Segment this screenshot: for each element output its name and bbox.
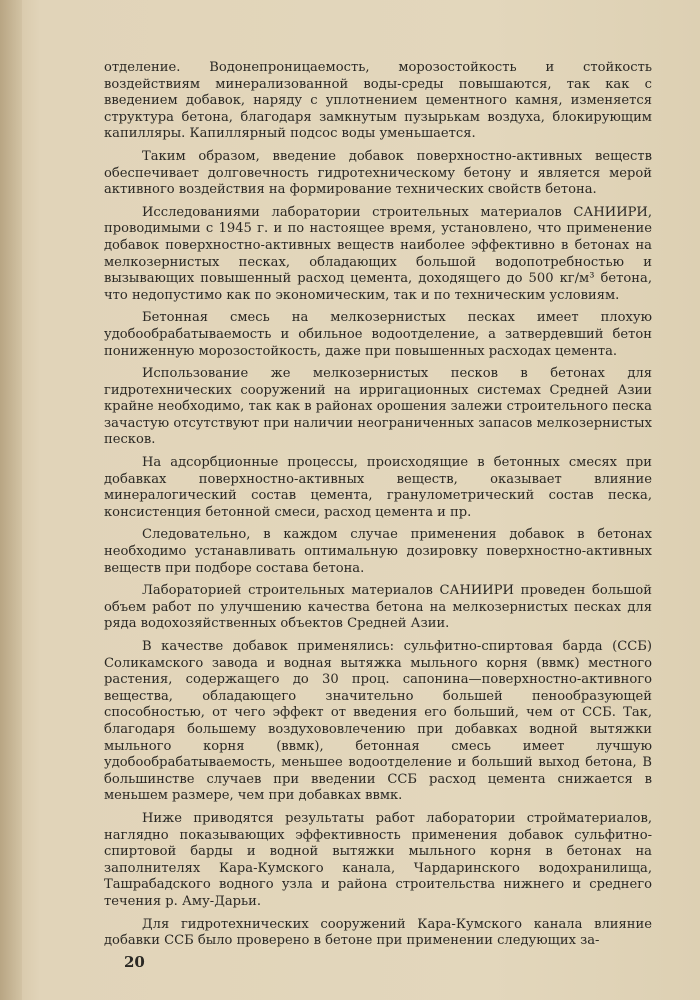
paragraph: отделение. Водонепроницаемость, морозостойкость и стойкость воздействиям минерализованной воды-среды повышаются, так как с введением добавок, наряду с уплотнением цементного камня, изменяется структура бетона, благодаря замкнутым пузырькам воздуха, блокирующим капилляры. Капиллярный подсос воды уменьшается. (104, 60, 652, 142)
paragraph: Исследованиями лаборатории строительных материалов САНИИРИ, проводимыми с 1945 г. и по настоящее время, установлено, что применение добавок поверхностно-активных веществ наиболее эффективно в бетонах на мелкозернистых песках, обладающих большой водопотребностью и вызывающих повышенный расход цемента, доходящего до 500 кг/м³ бетона, что недопустимо как по экономическим, так и по техническим условиям. (104, 204, 652, 303)
paragraph: Следовательно, в каждом случае применения добавок в бетонах необходимо устанавливать оптимальную дозировку поверхностно-активных веществ при подборе состава бетона. (104, 527, 652, 576)
paragraph: Использование же мелкозернистых песков в бетонах для гидротехнических сооружений на ирригационных системах Средней Азии крайне необходимо, так как в районах орошения залежи строительного песка зачастую отсутствуют при наличии неограниченных запасов мелкозернистых песков. (104, 366, 652, 448)
paragraph: Ниже приводятся результаты работ лаборатории стройматериалов, наглядно показывающих эффективность применения добавок сульфитно-спиртовой барды и водной вытяжки мыльного корня в бетонах на заполнителях Кара-Кумского канала, Чардаринского водохранилища, Ташрабадского водного узла и района строительства нижнего и среднего течения р. Аму-Дарьи. (104, 810, 652, 909)
paragraph: Бетонная смесь на мелкозернистых песках имеет плохую удобообрабатываемость и обильное водоотделение, а затвердевший бетон пониженную морозостойкость, даже при повышенных расходах цемента. (104, 310, 652, 359)
paragraph: Для гидротехнических сооружений Кара-Кумского канала влияние добавки ССБ было проверено в бетоне при применении следующих за- (104, 916, 652, 949)
page-number: 20 (124, 953, 145, 971)
body-text (104, 60, 652, 956)
paragraph: В качестве добавок применялись: сульфитно-спиртовая барда (ССБ) Соликамского завода и водная вытяжка мыльного корня (ввмк) местного растения, содержащего до 30 проц. сапонина—поверхностно-активного вещества, обладающего значительно большей пенообразующей способностью, от чего эффект от введения его больший, чем от ССБ. Так, благодаря большему воздухововлечению при добавках водной вытяжки мыльного корня (ввмк), бетонная смесь имеет лучшую удобообрабатываемость, меньшее водоотделение и больший выход бетона, В большинстве случаев при введении ССБ расход цемента снижается в меньшем размере, чем при добавках ввмк. (104, 639, 652, 804)
page-binding-edge (0, 0, 22, 1000)
paragraph: Таким образом, введение добавок поверхностно-активных веществ обеспечивает долговечность гидротехническому бетону и является мерой активного воздействия на формирование технических свойств бетона. (104, 148, 652, 198)
paragraph: Лабораторией строительных материалов САНИИРИ проведен большой объем работ по улучшению качества бетона на мелкозернистых песках для ряда водохозяйственных объектов Средней Азии. (104, 583, 652, 632)
paragraph: На адсорбционные процессы, происходящие в бетонных смесях при добавках поверхностно-активных веществ, оказывает влияние минералогический состав цемента, гранулометрический состав песка, консистенция бетонной смеси, расход цемента и пр. (104, 455, 652, 520)
